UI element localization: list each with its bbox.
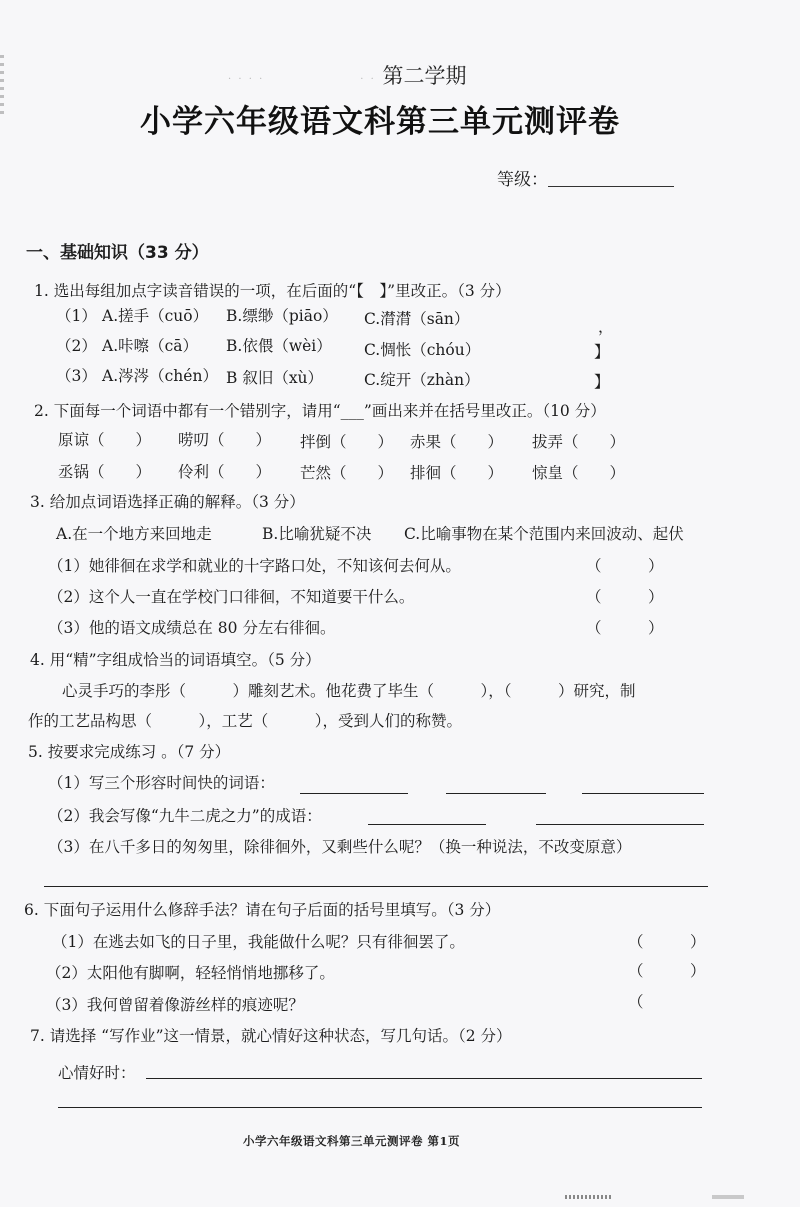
q3-item-2: （2）这个人一直在学校门口徘徊，不知道要干什么。 xyxy=(48,588,415,606)
q2-word-3[interactable]: 拌倒（ ） xyxy=(300,433,394,451)
q1-row3-mark[interactable]: 】 xyxy=(594,373,610,391)
q5-prompt: 5. 按要求完成练习 。（7 分） xyxy=(28,743,231,761)
q1-row2-b: B.依偎（wèi） xyxy=(226,337,332,355)
q5-item-1: （1）写三个形容时间快的词语： xyxy=(48,774,275,792)
q1-row1-a: A.搓手（cuō） xyxy=(102,307,209,325)
q5-item-1-answer-1[interactable] xyxy=(300,793,408,794)
q7-answer-line-2[interactable] xyxy=(58,1107,702,1108)
q1-row3-num: （3） xyxy=(56,367,97,385)
q5-item-3-answer[interactable] xyxy=(44,886,708,887)
semester-line xyxy=(228,60,466,90)
q6-item-3-blank[interactable]: （ xyxy=(628,993,644,1011)
q1-row3-a: A.涔涔（chén） xyxy=(102,367,218,385)
q3-option-c: C.比喻事物在某个范围内来回波动、起伏 xyxy=(404,525,684,543)
q2-word-6[interactable]: 丞锅（ ） xyxy=(58,463,152,481)
scan-mark-2 xyxy=(712,1195,744,1199)
q3-item-3-blank[interactable]: （ ） xyxy=(586,619,664,637)
q1-row3-b: B 叙旧（xù） xyxy=(226,369,324,387)
semester-text: 第二学期 xyxy=(382,64,467,88)
page-title: 小学六年级语文科第三单元测评卷 xyxy=(140,104,620,140)
q5-item-2-answer-1[interactable] xyxy=(368,824,486,825)
q3-item-1-blank[interactable]: （ ） xyxy=(586,557,664,575)
q5-item-3: （3）在八千多日的匆匆里，除徘徊外，又剩些什么呢？（换一种说法，不改变原意） xyxy=(48,838,632,856)
q2-word-8[interactable]: 芒然（ ） xyxy=(300,464,394,482)
q1-row2-a: A.咔嚓（cā） xyxy=(102,337,199,355)
q6-item-3: （3）我何曾留着像游丝样的痕迹呢？ xyxy=(46,996,304,1014)
q4-line-1[interactable]: 心灵手巧的李彤（ ）雕刻艺术。他花费了毕生（ ），（ ）研究，制 xyxy=(62,682,636,700)
q1-row2-num: （2） xyxy=(56,337,97,355)
q5-item-1-answer-3[interactable] xyxy=(582,793,704,794)
q2-word-9[interactable]: 排徊（ ） xyxy=(410,464,504,482)
q3-item-3: （3）他的语文成绩总在 80 分左右徘徊。 xyxy=(48,619,336,637)
q2-word-5[interactable]: 拔弄（ ） xyxy=(532,433,626,451)
q2-word-4[interactable]: 赤果（ ） xyxy=(410,433,504,451)
q5-item-2-answer-2[interactable] xyxy=(536,824,704,825)
q3-option-a: A.在一个地方来回地走 xyxy=(56,525,212,543)
q3-item-2-blank[interactable]: （ ） xyxy=(586,588,664,606)
q1-row1-b: B.缥缈（piāo） xyxy=(226,307,338,325)
q4-prompt: 4. 用“精”字组成恰当的词语填空。（5 分） xyxy=(30,651,321,669)
q1-row2-mark[interactable]: 】 xyxy=(594,343,610,361)
q7-answer-line-1[interactable] xyxy=(146,1078,702,1079)
q3-option-b: B.比喻犹疑不决 xyxy=(262,525,372,543)
scan-mark xyxy=(565,1195,613,1199)
q6-item-1: （1）在逃去如飞的日子里，我能做什么呢？只有徘徊罢了。 xyxy=(52,933,465,951)
q6-item-2: （2）太阳他有脚啊，轻轻悄悄地挪移了。 xyxy=(46,964,335,982)
q5-item-1-answer-2[interactable] xyxy=(446,793,546,794)
q2-word-7[interactable]: 伶利（ ） xyxy=(178,463,272,481)
q2-word-10[interactable]: 惊皇（ ） xyxy=(532,464,626,482)
q1-row1-mark: ， xyxy=(598,318,614,336)
q1-prompt: 1. 选出每组加点字读音错误的一项，在后面的“【 】”里改正。（3 分） xyxy=(34,282,511,300)
q1-row1-num: （1） xyxy=(56,307,97,325)
q6-prompt: 6. 下面句子运用什么修辞手法？请在句子后面的括号里填写。（3 分） xyxy=(24,901,501,919)
q1-row3-c: C.绽开（zhàn） xyxy=(364,371,480,389)
grade-label: 等级： xyxy=(497,170,548,190)
q2-prompt: 2. 下面每一个词语中都有一个错别字，请用“___”画出来并在括号里改正。（10 分） xyxy=(34,402,606,420)
q2-word-2[interactable]: 唠叨（ ） xyxy=(178,431,272,449)
q4-line-2[interactable]: 作的工艺品构思（ ），工艺（ ），受到人们的称赞。 xyxy=(28,712,463,730)
q6-item-1-blank[interactable]: （ ） xyxy=(628,933,706,951)
section-heading: 一、基础知识（33 分） xyxy=(26,243,209,263)
q1-row1-c: C.潸潸（sān） xyxy=(364,310,470,328)
q2-word-1[interactable]: 原谅（ ） xyxy=(58,431,152,449)
q5-item-2: （2）我会写像“九牛二虎之力”的成语： xyxy=(48,807,322,825)
q6-item-2-blank[interactable]: （ ） xyxy=(628,962,706,980)
grade-input-line[interactable] xyxy=(548,186,674,187)
q7-prompt: 7. 请选择 “写作业”这一情景，就心情好这种状态，写几句话。（2 分） xyxy=(30,1027,512,1045)
faded-prefix: · · · · · · xyxy=(228,74,376,85)
q1-row2-c: C.惆怅（chóu） xyxy=(364,341,481,359)
q3-item-1: （1）她徘徊在求学和就业的十字路口处，不知该何去何从。 xyxy=(48,557,461,575)
q7-label: 心情好时： xyxy=(58,1064,136,1082)
scan-edge-marks xyxy=(0,55,4,115)
q3-prompt: 3. 给加点词语选择正确的解释。（3 分） xyxy=(30,493,305,511)
page-footer: 小学六年级语文科第三单元测评卷 第1页 xyxy=(243,1134,461,1148)
